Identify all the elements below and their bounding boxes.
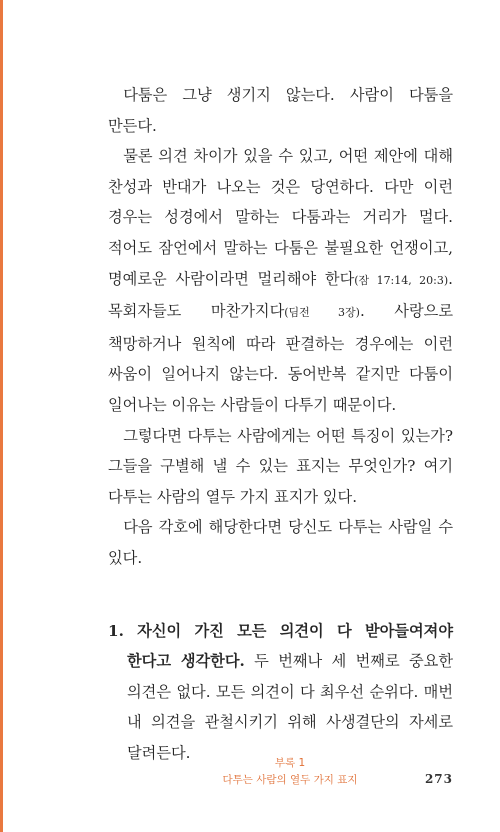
footer-section-label: 부록 1 — [274, 757, 306, 769]
scripture-reference: (딤전 3장) — [284, 306, 360, 320]
item-heading: 1. 자신이 가진 모든 의견이 다 받아들여져야 한다고 생각한다. — [108, 621, 453, 671]
paragraph-2-text: . 사랑으로 책망하거나 원칙에 따라 판결하는 경우에는 이런 싸움이 일어나지 않는다. 동어반복 같지만 다툼이 일어나는 이유는 사람들이 다투기 때문이다. — [108, 302, 453, 414]
paragraph-4: 다음 각호에 해당한다면 당신도 다투는 사람일 수 있다. — [108, 518, 453, 567]
paragraph-2-text: 물론 의견 차이가 있을 수 있고, 어떤 제안에 대해 찬성과 반대가 나오는 것은 당연하다. 다만 이런 경우는 성경에서 말하는 다툼과는 거리가 멀다. 적어도 잠언에서 말하는 다툼은 불필요한 언쟁이고, 명예로운 사람이라면 멀리해야 한다 — [108, 147, 453, 288]
numbered-item-1 — [108, 616, 453, 769]
item-text: 두 번째나 세 번째로 중요한 의견은 없다. 모든 의견이 다 최우선 순위다. 매번 내 의견을 관철시키기 위해 사생결단의 자세로 달려든다. — [127, 652, 453, 762]
page-body — [108, 80, 453, 768]
page-edge-stripe — [0, 0, 3, 832]
footer-chapter-title: 다투는 사람의 열두 가지 표지 — [222, 774, 358, 786]
paragraph-1: 다툼은 그냥 생기지 않는다. 사람이 다툼을 만든다. — [108, 86, 453, 135]
paragraph-3: 그렇다면 다투는 사람에게는 어떤 특징이 있는가? 그들을 구별해 낼 수 있는 표지는 무엇인가? 여기 다투는 사람의 열두 가지 표지가 있다. — [108, 426, 453, 506]
scripture-reference: (잠 17:14, 20:3) — [354, 273, 449, 287]
paragraph-2-text: . 목회자들도 마찬가지다 — [108, 269, 453, 321]
running-footer — [190, 755, 390, 789]
paragraph-2 — [108, 141, 453, 420]
page-number: 273 — [424, 772, 453, 786]
